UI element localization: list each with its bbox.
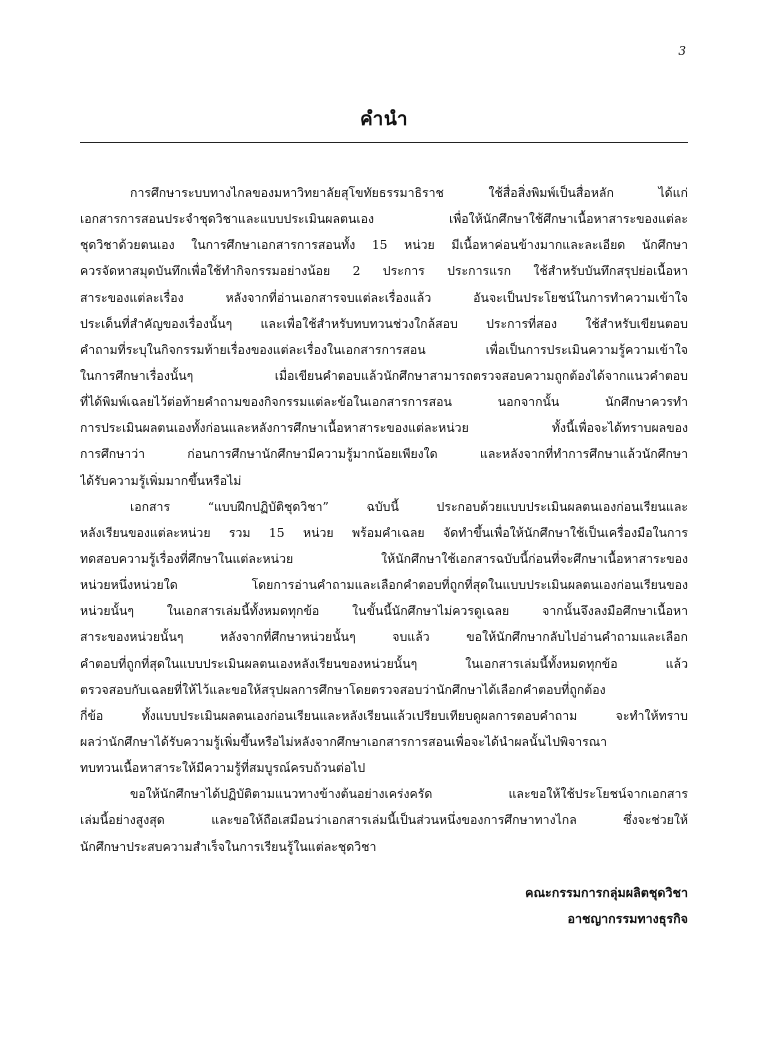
page-number: 3 xyxy=(678,44,686,58)
paragraph-1-line-4: ควรจัดหาสมุดบันทึกเพื่อใช้ทำกิจกรรมอย่างน้อย 2 ประการ ประการแรก ใช้สำหรับบันทึกสรุปย่อเนื้อหา xyxy=(80,264,688,279)
paragraph-2-line-3: ทดสอบความรู้เรื่องที่ศึกษาในแต่ละหน่วย ให้นักศึกษาใช้เอกสารฉบับนี้ก่อนที่จะศึกษาเนื้อหาสาระของ xyxy=(80,551,688,566)
paragraph-3-line-2: เล่มนี้อย่างสูงสุด และขอให้ถือเสมือนว่าเอกสารเล่มนี้เป็นส่วนหนึ่งของการศึกษาทางไกล ซึ่งจะช่วยให้ xyxy=(80,813,688,828)
paragraph-1-line-11: การศึกษาว่า ก่อนการศึกษานักศึกษามีความรู้มากน้อยเพียงใด และหลังจากที่ทำการศึกษาแล้วนักศึกษา xyxy=(80,447,688,462)
paragraph-1-line-5: สาระของแต่ละเรื่อง หลังจากที่อ่านเอกสารจบแต่ละเรื่องแล้ว อันจะเป็นประโยชน์ในการทำความเข้าใจ xyxy=(80,290,688,305)
signature-committee: คณะกรรมการกลุ่มผลิตชุดวิชา xyxy=(525,885,688,900)
title-underline xyxy=(80,142,688,143)
paragraph-2-line-2: หลังเรียนของแต่ละหน่วย รวม 15 หน่วย พร้อมคำเฉลย จัดทำขึ้นเพื่อให้นักศึกษาใช้เป็นเครื่องมือในการ xyxy=(80,525,688,540)
paragraph-2-line-4: หน่วยหนึ่งหน่วยใด โดยการอ่านคำถามและเลือกคำตอบที่ถูกที่สุดในแบบประเมินผลตนเองก่อนเรียนของ xyxy=(80,578,688,593)
paragraph-3-line-1: ขอให้นักศึกษาได้ปฏิบัติตามแนวทางข้างต้นอย่างเคร่งครัด และขอให้ใช้ประโยชน์จากเอกสาร xyxy=(130,787,688,802)
paragraph-1-line-12: ได้รับความรู้เพิ่มมากขึ้นหรือไม่ xyxy=(80,473,242,488)
paragraph-1-line-2: เอกสารการสอนประจำชุดวิชาและแบบประเมินผลตนเอง เพื่อให้นักศึกษาใช้ศึกษาเนื้อหาสาระของแต่ละ xyxy=(80,212,688,227)
paragraph-1-line-7: คำถามที่ระบุในกิจกรรมท้ายเรื่องของแต่ละเรื่องในเอกสารการสอน เพื่อเป็นการประเมินความรู้ความเข้าใจ xyxy=(80,342,688,357)
paragraph-2-line-7: คำตอบที่ถูกที่สุดในแบบประเมินผลตนเองหลังเรียนของหน่วยนั้นๆ ในเอกสารเล่มนี้ทั้งหมดทุกข้อ แล้ว xyxy=(80,656,688,671)
paragraph-1-line-8: ในการศึกษาเรื่องนั้นๆ เมื่อเขียนคำตอบแล้วนักศึกษาสามารถตรวจสอบความถูกต้องได้จากแนวคำตอบ xyxy=(80,368,688,383)
paragraph-1-line-9: ที่ได้พิมพ์เฉลยไว้ต่อท้ายคำถามของกิจกรรมแต่ละข้อในเอกสารการสอน นอกจากนั้น นักศึกษาควรทำ xyxy=(80,395,688,410)
paragraph-1-line-1: การศึกษาระบบทางไกลของมหาวิทยาลัยสุโขทัยธรรมาธิราช ใช้สื่อสิ่งพิมพ์เป็นสื่อหลัก ได้แก่ xyxy=(130,186,688,200)
paragraph-3-line-3: นักศึกษาประสบความสำเร็จในการเรียนรู้ในแต่ละชุดวิชา xyxy=(80,839,377,854)
paragraph-2-line-8: ตรวจสอบกับเฉลยที่ให้ไว้และขอให้สรุปผลการศึกษาโดยตรวจสอบว่านักศึกษาได้เลือกคำตอบที่ถูกต้อง xyxy=(80,682,606,697)
paragraph-2-line-6: สาระของหน่วยนั้นๆ หลังจากที่ศึกษาหน่วยนั้นๆ จบแล้ว ขอให้นักศึกษากลับไปอ่านคำถามและเลือก xyxy=(80,630,688,645)
paragraph-1-line-3: ชุดวิชาด้วยตนเอง ในการศึกษาเอกสารการสอนทั้ง 15 หน่วย มีเนื้อหาค่อนข้างมากและละเอียด นักศึกษา xyxy=(80,238,688,253)
page-title: คำนำ xyxy=(359,108,409,130)
paragraph-1-line-6: ประเด็นที่สำคัญของเรื่องนั้นๆ และเพื่อใช้สำหรับทบทวนช่วงใกล้สอบ ประการที่สอง ใช้สำหรับเขียนตอบ xyxy=(80,316,688,331)
paragraph-2-line-1: เอกสาร “แบบฝึกปฏิบัติชุดวิชา” ฉบับนี้ ประกอบด้วยแบบประเมินผลตนเองก่อนเรียนและ xyxy=(130,499,688,514)
signature-course: อาชญากรรมทางธุรกิจ xyxy=(567,911,688,926)
paragraph-2-line-5: หน่วยนั้นๆ ในเอกสารเล่มนี้ทั้งหมดทุกข้อ ในขั้นนี้นักศึกษาไม่ควรดูเฉลย จากนั้นจึงลงมือศึกษาเนื้อหา xyxy=(80,604,688,619)
signature-block xyxy=(525,880,688,932)
paragraph-2-line-10: ผลว่านักศึกษาได้รับความรู้เพิ่มขึ้นหรือไม่หลังจากศึกษาเอกสารการสอนเพื่อจะได้นำผลนั้นไปพิจารณา xyxy=(80,734,608,749)
paragraph-2-line-11: ทบทวนเนื้อหาสาระให้มีความรู้ที่สมบูรณ์ครบถ้วนต่อไป xyxy=(80,761,366,776)
paragraph-1-line-10: การประเมินผลตนเองทั้งก่อนและหลังการศึกษาเนื้อหาสาระของแต่ละหน่วย ทั้งนี้เพื่อจะได้ทราบผลของ xyxy=(80,421,688,436)
preface-body xyxy=(80,180,688,860)
paragraph-2-line-9: กี่ข้อ ทั้งแบบประเมินผลตนเองก่อนเรียนและหลังเรียนแล้วเปรียบเทียบดูผลการตอบคำถาม จะทำให้ทราบ xyxy=(80,708,688,723)
